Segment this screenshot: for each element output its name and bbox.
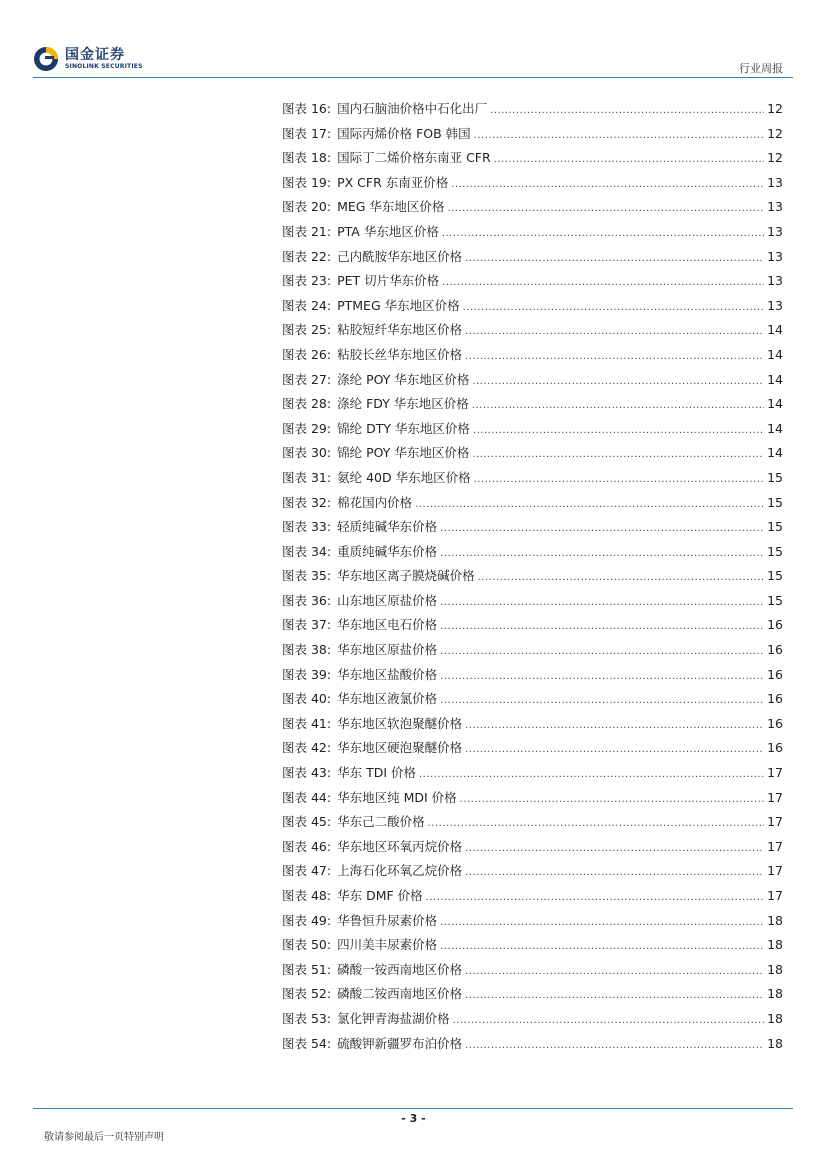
toc-dot-leader <box>463 296 764 321</box>
toc-dot-leader <box>440 911 764 936</box>
logo-chinese-name: 国金证券 <box>65 46 125 63</box>
toc-dot-leader <box>440 542 764 567</box>
toc-entry-title: 华东己二酸价格 <box>337 814 425 830</box>
table-of-figures <box>282 97 783 1056</box>
toc-entry-title: 己内酰胺华东地区价格 <box>337 248 463 264</box>
toc-entry-title: 国内石脑油价格中石化出厂 <box>337 101 488 116</box>
toc-dot-leader <box>465 837 764 862</box>
toc-entry-page: 18 <box>767 912 783 928</box>
toc-entry-page: 18 <box>767 1010 783 1026</box>
toc-entry-page: 16 <box>767 666 783 682</box>
toc-dot-leader <box>440 689 764 714</box>
toc-entry-title: 磷酸一铵西南地区价格 <box>337 961 463 977</box>
toc-entry-title: 重质纯碱华东价格 <box>337 543 438 559</box>
toc-entry[interactable] <box>282 515 783 540</box>
toc-entry[interactable] <box>282 933 783 958</box>
toc-entry-label: 图表 22: <box>282 248 332 264</box>
toc-dot-leader <box>473 419 764 444</box>
toc-entry-label: 图表 31: <box>282 469 332 485</box>
toc-entry[interactable] <box>282 810 783 835</box>
toc-entry-label: 图表 24: <box>282 297 332 313</box>
toc-dot-leader <box>465 861 764 886</box>
toc-dot-leader <box>465 960 764 985</box>
toc-entry-title: PTMEG 华东地区价格 <box>337 297 460 313</box>
toc-entry[interactable] <box>282 441 783 466</box>
toc-entry-label: 图表 27: <box>282 371 332 387</box>
toc-entry[interactable] <box>282 245 783 270</box>
toc-dot-leader <box>474 124 764 149</box>
toc-entry-page: 17 <box>767 765 783 781</box>
toc-entry[interactable] <box>282 589 783 614</box>
toc-entry[interactable] <box>282 122 783 147</box>
toc-entry[interactable] <box>282 195 783 220</box>
toc-entry-page: 13 <box>767 223 783 239</box>
page-number: - 3 - <box>401 1112 426 1125</box>
toc-dot-leader <box>451 173 764 198</box>
toc-entry-page: 17 <box>767 838 783 854</box>
toc-dot-leader <box>465 320 764 345</box>
toc-entry-label: 图表 18: <box>282 150 332 166</box>
toc-entry-title: 氨纶 40D 华东地区价格 <box>337 469 471 485</box>
toc-dot-leader <box>465 738 764 763</box>
toc-entry[interactable] <box>282 220 783 245</box>
toc-entry-page: 18 <box>767 1035 783 1051</box>
toc-entry-page: 18 <box>767 986 783 1002</box>
footer-divider <box>33 1108 793 1109</box>
toc-entry-title: 硫酸钾新疆罗布泊价格 <box>337 1035 463 1051</box>
toc-entry-title: 磷酸二铵西南地区价格 <box>337 986 463 1002</box>
toc-entry-label: 图表 34: <box>282 543 332 559</box>
toc-entry-label: 图表 25: <box>282 322 332 338</box>
toc-dot-leader <box>440 665 764 690</box>
toc-entry-title: MEG 华东地区价格 <box>337 199 445 215</box>
page-header <box>0 0 827 80</box>
toc-entry-label: 图表 35: <box>282 568 332 584</box>
toc-entry[interactable] <box>282 1007 783 1032</box>
toc-entry-label: 图表 28: <box>282 396 332 412</box>
toc-entry-label: 图表 53: <box>282 1010 332 1026</box>
toc-entry[interactable] <box>282 909 783 934</box>
toc-entry-page: 15 <box>767 469 783 485</box>
toc-entry-title: 粘胶短纤华东地区价格 <box>337 322 463 338</box>
sinolink-logo-icon <box>33 46 59 72</box>
toc-entry[interactable] <box>282 613 783 638</box>
toc-entry[interactable] <box>282 343 783 368</box>
toc-entry-label: 图表 43: <box>282 765 332 781</box>
toc-entry[interactable] <box>282 835 783 860</box>
toc-entry-label: 图表 49: <box>282 912 332 928</box>
toc-entry-page: 12 <box>767 150 783 166</box>
toc-entry-page: 16 <box>767 740 783 756</box>
toc-entry[interactable] <box>282 736 783 761</box>
toc-entry[interactable] <box>282 786 783 811</box>
toc-entry-title: 国际丁二烯价格东南亚 CFR <box>337 150 491 166</box>
toc-dot-leader <box>426 886 764 911</box>
toc-entry[interactable] <box>282 884 783 909</box>
toc-entry-page: 14 <box>767 371 783 387</box>
toc-entry-title: 氯化钾青海盐湖价格 <box>337 1010 450 1026</box>
toc-entry-title: 山东地区原盐价格 <box>337 592 438 608</box>
toc-entry-page: 14 <box>767 445 783 461</box>
toc-dot-leader <box>478 566 764 591</box>
toc-entry-page: 15 <box>767 519 783 535</box>
toc-entry[interactable] <box>282 1032 783 1057</box>
toc-entry-title: 华东 TDI 价格 <box>337 765 416 781</box>
toc-entry-title: 涤纶 FDY 华东地区价格 <box>337 396 469 412</box>
toc-entry[interactable] <box>282 269 783 294</box>
toc-entry-label: 图表 40: <box>282 691 332 707</box>
toc-entry-label: 图表 46: <box>282 838 332 854</box>
toc-entry-page: 18 <box>767 961 783 977</box>
toc-entry-page: 13 <box>767 199 783 215</box>
toc-entry-page: 17 <box>767 789 783 805</box>
toc-entry-label: 图表 16: <box>282 101 332 116</box>
toc-dot-leader <box>440 591 764 616</box>
toc-dot-leader <box>474 468 765 493</box>
toc-entry[interactable] <box>282 491 783 516</box>
toc-dot-leader <box>419 763 764 788</box>
toc-dot-leader <box>440 615 764 640</box>
toc-entry-label: 图表 30: <box>282 445 332 461</box>
toc-entry-title: 华东地区原盐价格 <box>337 642 438 658</box>
toc-entry-page: 17 <box>767 863 783 879</box>
toc-entry-title: 棉花国内价格 <box>337 494 413 510</box>
toc-dot-leader <box>415 493 764 518</box>
toc-entry-label: 图表 32: <box>282 494 332 510</box>
toc-entry-title: 华东地区电石价格 <box>337 617 438 633</box>
toc-entry-page: 14 <box>767 420 783 436</box>
toc-entry-title: 华东 DMF 价格 <box>337 888 423 903</box>
toc-entry-title: 华东地区液氯价格 <box>337 691 438 707</box>
toc-entry-page: 15 <box>767 543 783 559</box>
toc-entry-page: 16 <box>767 617 783 633</box>
toc-entry-label: 图表 42: <box>282 740 332 756</box>
toc-entry-label: 图表 29: <box>282 420 332 436</box>
toc-entry[interactable] <box>282 663 783 688</box>
toc-dot-leader <box>494 148 764 173</box>
toc-entry-label: 图表 39: <box>282 666 332 682</box>
toc-entry-page: 16 <box>767 715 783 731</box>
toc-entry-label: 图表 54: <box>282 1035 332 1051</box>
toc-entry-label: 图表 52: <box>282 986 332 1002</box>
toc-entry-title: 华东地区纯 MDI 价格 <box>337 789 457 805</box>
toc-entry-page: 16 <box>767 642 783 658</box>
toc-entry-title: 华东地区环氧丙烷价格 <box>337 838 463 854</box>
toc-entry-label: 图表 47: <box>282 863 332 879</box>
toc-entry-label: 图表 33: <box>282 519 332 535</box>
toc-entry-page: 12 <box>767 101 783 116</box>
toc-entry-label: 图表 26: <box>282 346 332 362</box>
toc-entry[interactable] <box>282 982 783 1007</box>
toc-entry[interactable] <box>282 97 783 122</box>
toc-entry-page: 13 <box>767 248 783 264</box>
toc-dot-leader <box>465 1034 764 1059</box>
toc-entry[interactable] <box>282 417 783 442</box>
toc-entry-label: 图表 45: <box>282 814 332 830</box>
toc-entry-title: 锦纶 POY 华东地区价格 <box>337 445 470 461</box>
toc-dot-leader <box>442 271 764 296</box>
toc-entry[interactable] <box>282 318 783 343</box>
toc-entry[interactable] <box>282 958 783 983</box>
toc-dot-leader <box>440 935 764 960</box>
toc-dot-leader <box>460 788 764 813</box>
toc-entry-page: 17 <box>767 814 783 830</box>
toc-entry-title: 华鲁恒升尿素价格 <box>337 912 438 928</box>
toc-entry-title: PTA 华东地区价格 <box>337 223 439 239</box>
toc-entry-label: 图表 41: <box>282 715 332 731</box>
toc-entry-page: 14 <box>767 396 783 412</box>
toc-entry[interactable] <box>282 466 783 491</box>
toc-entry-title: PX CFR 东南亚价格 <box>337 174 449 190</box>
toc-entry-title: 国际丙烯价格 FOB 韩国 <box>337 125 471 141</box>
logo-english-name: SINOLINK SECURITIES <box>65 62 143 70</box>
toc-entry-label: 图表 20: <box>282 199 332 215</box>
toc-entry[interactable] <box>282 859 783 884</box>
disclaimer: 敬请参阅最后一页特别声明 <box>44 1132 164 1143</box>
toc-entry-label: 图表 36: <box>282 592 332 608</box>
toc-entry-title: PET 切片华东价格 <box>337 273 440 289</box>
toc-entry-label: 图表 44: <box>282 789 332 805</box>
toc-entry-title: 华东地区离子膜烧碱价格 <box>337 568 475 584</box>
toc-entry-label: 图表 37: <box>282 617 332 633</box>
toc-dot-leader <box>490 99 764 124</box>
toc-entry-title: 华东地区硬泡聚醚价格 <box>337 740 463 756</box>
toc-dot-leader <box>447 197 764 222</box>
toc-entry[interactable] <box>282 638 783 663</box>
toc-entry-page: 16 <box>767 691 783 707</box>
toc-entry-label: 图表 50: <box>282 937 332 953</box>
toc-dot-leader <box>440 517 764 542</box>
toc-entry-title: 上海石化环氧乙烷价格 <box>337 863 463 879</box>
toc-entry-page: 17 <box>767 888 783 903</box>
company-logo <box>33 46 143 72</box>
toc-entry-title: 四川美丰尿素价格 <box>337 937 438 953</box>
toc-entry-page: 15 <box>767 568 783 584</box>
toc-dot-leader <box>440 640 764 665</box>
toc-entry-label: 图表 23: <box>282 273 332 289</box>
toc-entry[interactable] <box>282 171 783 196</box>
toc-entry-label: 图表 38: <box>282 642 332 658</box>
toc-dot-leader <box>442 222 764 247</box>
toc-entry-page: 18 <box>767 937 783 953</box>
toc-dot-leader <box>428 812 764 837</box>
toc-entry-title: 轻质纯碱华东价格 <box>337 519 438 535</box>
toc-entry-label: 图表 51: <box>282 961 332 977</box>
header-divider <box>33 77 793 78</box>
toc-dot-leader <box>465 714 764 739</box>
toc-entry-label: 图表 17: <box>282 125 332 141</box>
toc-entry-page: 13 <box>767 273 783 289</box>
toc-entry-page: 15 <box>767 592 783 608</box>
toc-entry-title: 华东地区软泡聚醚价格 <box>337 715 463 731</box>
toc-entry[interactable] <box>282 368 783 393</box>
toc-entry-title: 华东地区盐酸价格 <box>337 666 438 682</box>
toc-dot-leader <box>465 984 764 1009</box>
toc-entry-title: 粘胶长丝华东地区价格 <box>337 346 463 362</box>
toc-entry-page: 15 <box>767 494 783 510</box>
toc-entry-page: 13 <box>767 297 783 313</box>
toc-entry-title: 涤纶 POY 华东地区价格 <box>337 371 470 387</box>
toc-dot-leader <box>465 345 764 370</box>
toc-entry-label: 图表 21: <box>282 223 332 239</box>
report-type: 行业周报 <box>739 62 783 75</box>
toc-dot-leader <box>472 443 764 468</box>
toc-entry-page: 14 <box>767 322 783 338</box>
toc-entry-label: 图表 48: <box>282 888 332 903</box>
toc-dot-leader <box>472 370 764 395</box>
toc-entry[interactable] <box>282 294 783 319</box>
toc-entry[interactable] <box>282 540 783 565</box>
toc-entry[interactable] <box>282 146 783 171</box>
toc-dot-leader <box>465 247 764 272</box>
toc-entry-page: 12 <box>767 125 783 141</box>
toc-entry[interactable] <box>282 564 783 589</box>
toc-entry-label: 图表 19: <box>282 174 332 190</box>
toc-entry-page: 13 <box>767 174 783 190</box>
toc-entry[interactable] <box>282 761 783 786</box>
toc-entry[interactable] <box>282 712 783 737</box>
toc-dot-leader <box>453 1009 764 1034</box>
toc-entry-page: 14 <box>767 346 783 362</box>
toc-entry[interactable] <box>282 392 783 417</box>
toc-entry-title: 锦纶 DTY 华东地区价格 <box>337 420 470 436</box>
toc-dot-leader <box>472 394 764 419</box>
toc-entry[interactable] <box>282 687 783 712</box>
